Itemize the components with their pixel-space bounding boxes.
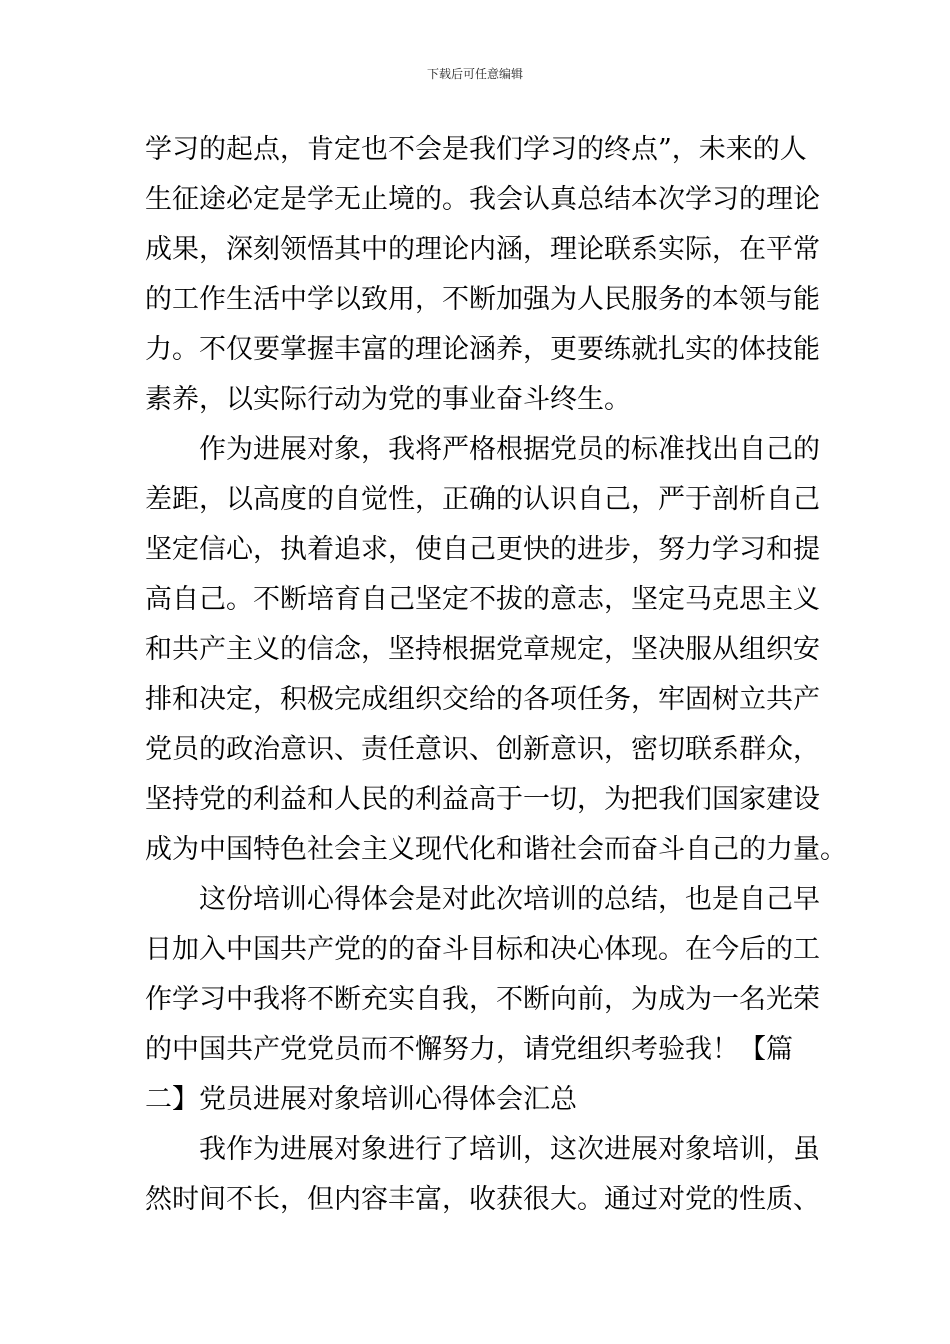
text-line: 高自己。不断培育自己坚定不拔的意志，坚定马克思主义 [145,584,820,615]
text-line: 排和决定，积极完成组织交给的各项任务，牢固树立共产 [145,684,820,715]
text-line: 作为进展对象，我将严格根据党员的标准找出自己的 [199,434,820,465]
text-line: 生征途必定是学无止境的。我会认真总结本次学习的理论 [145,184,820,215]
text-line: 坚定信心，执着追求，使自己更快的进步，努力学习和提 [145,534,820,565]
text-line: 这份培训心得体会是对此次培训的总结，也是自己早 [199,884,820,915]
text-line: 差距，以高度的自觉性，正确的认识自己，严于剖析自己 [145,484,820,515]
text-line: 素养，以实际行动为党的事业奋斗终生。 [145,384,631,415]
document-body [145,125,847,1225]
text-line: 坚持党的利益和人民的利益高于一切，为把我们国家建设 [145,784,820,815]
text-line: 然时间不长，但内容丰富，收获很大。通过对党的性质、 [145,1184,820,1215]
text-line: 日加入中国共产党的的奋斗目标和决心体现。在今后的工 [145,934,820,965]
text-line: 学习的起点，肯定也不会是我们学习的终点”，未来的人 [145,134,807,165]
paragraph-1 [145,125,820,425]
text-line: 作学习中我将不断充实自我，不断向前，为成为一名光荣 [145,984,820,1015]
text-line: 我作为进展对象进行了培训，这次进展对象培训，虽 [199,1134,820,1165]
paragraph-4 [145,1125,820,1225]
text-line: 和共产主义的信念，坚持根据党章规定，坚决服从组织安 [145,634,820,665]
paragraph-2 [145,425,847,875]
text-line: 的中国共产党党员而不懈努力，请党组织考验我！【篇 [145,1034,793,1065]
text-line: 力。不仅要掌握丰富的理论涵养，更要练就扎实的体技能 [145,334,820,365]
text-line: 成果，深刻领悟其中的理论内涵，理论联系实际，在平常 [145,234,820,265]
text-line: 党员的政治意识、责任意识、创新意识，密切联系群众， [145,734,820,765]
page-header: 下载后可任意编辑 [426,67,523,81]
text-line: 二】党员进展对象培训心得体会汇总 [145,1084,577,1115]
text-line: 成为中国特色社会主义现代化和谐社会而奋斗自己的力量。 [145,834,847,865]
text-line: 的工作生活中学以致用，不断加强为人民服务的本领与能 [145,284,820,315]
paragraph-3 [145,875,820,1125]
